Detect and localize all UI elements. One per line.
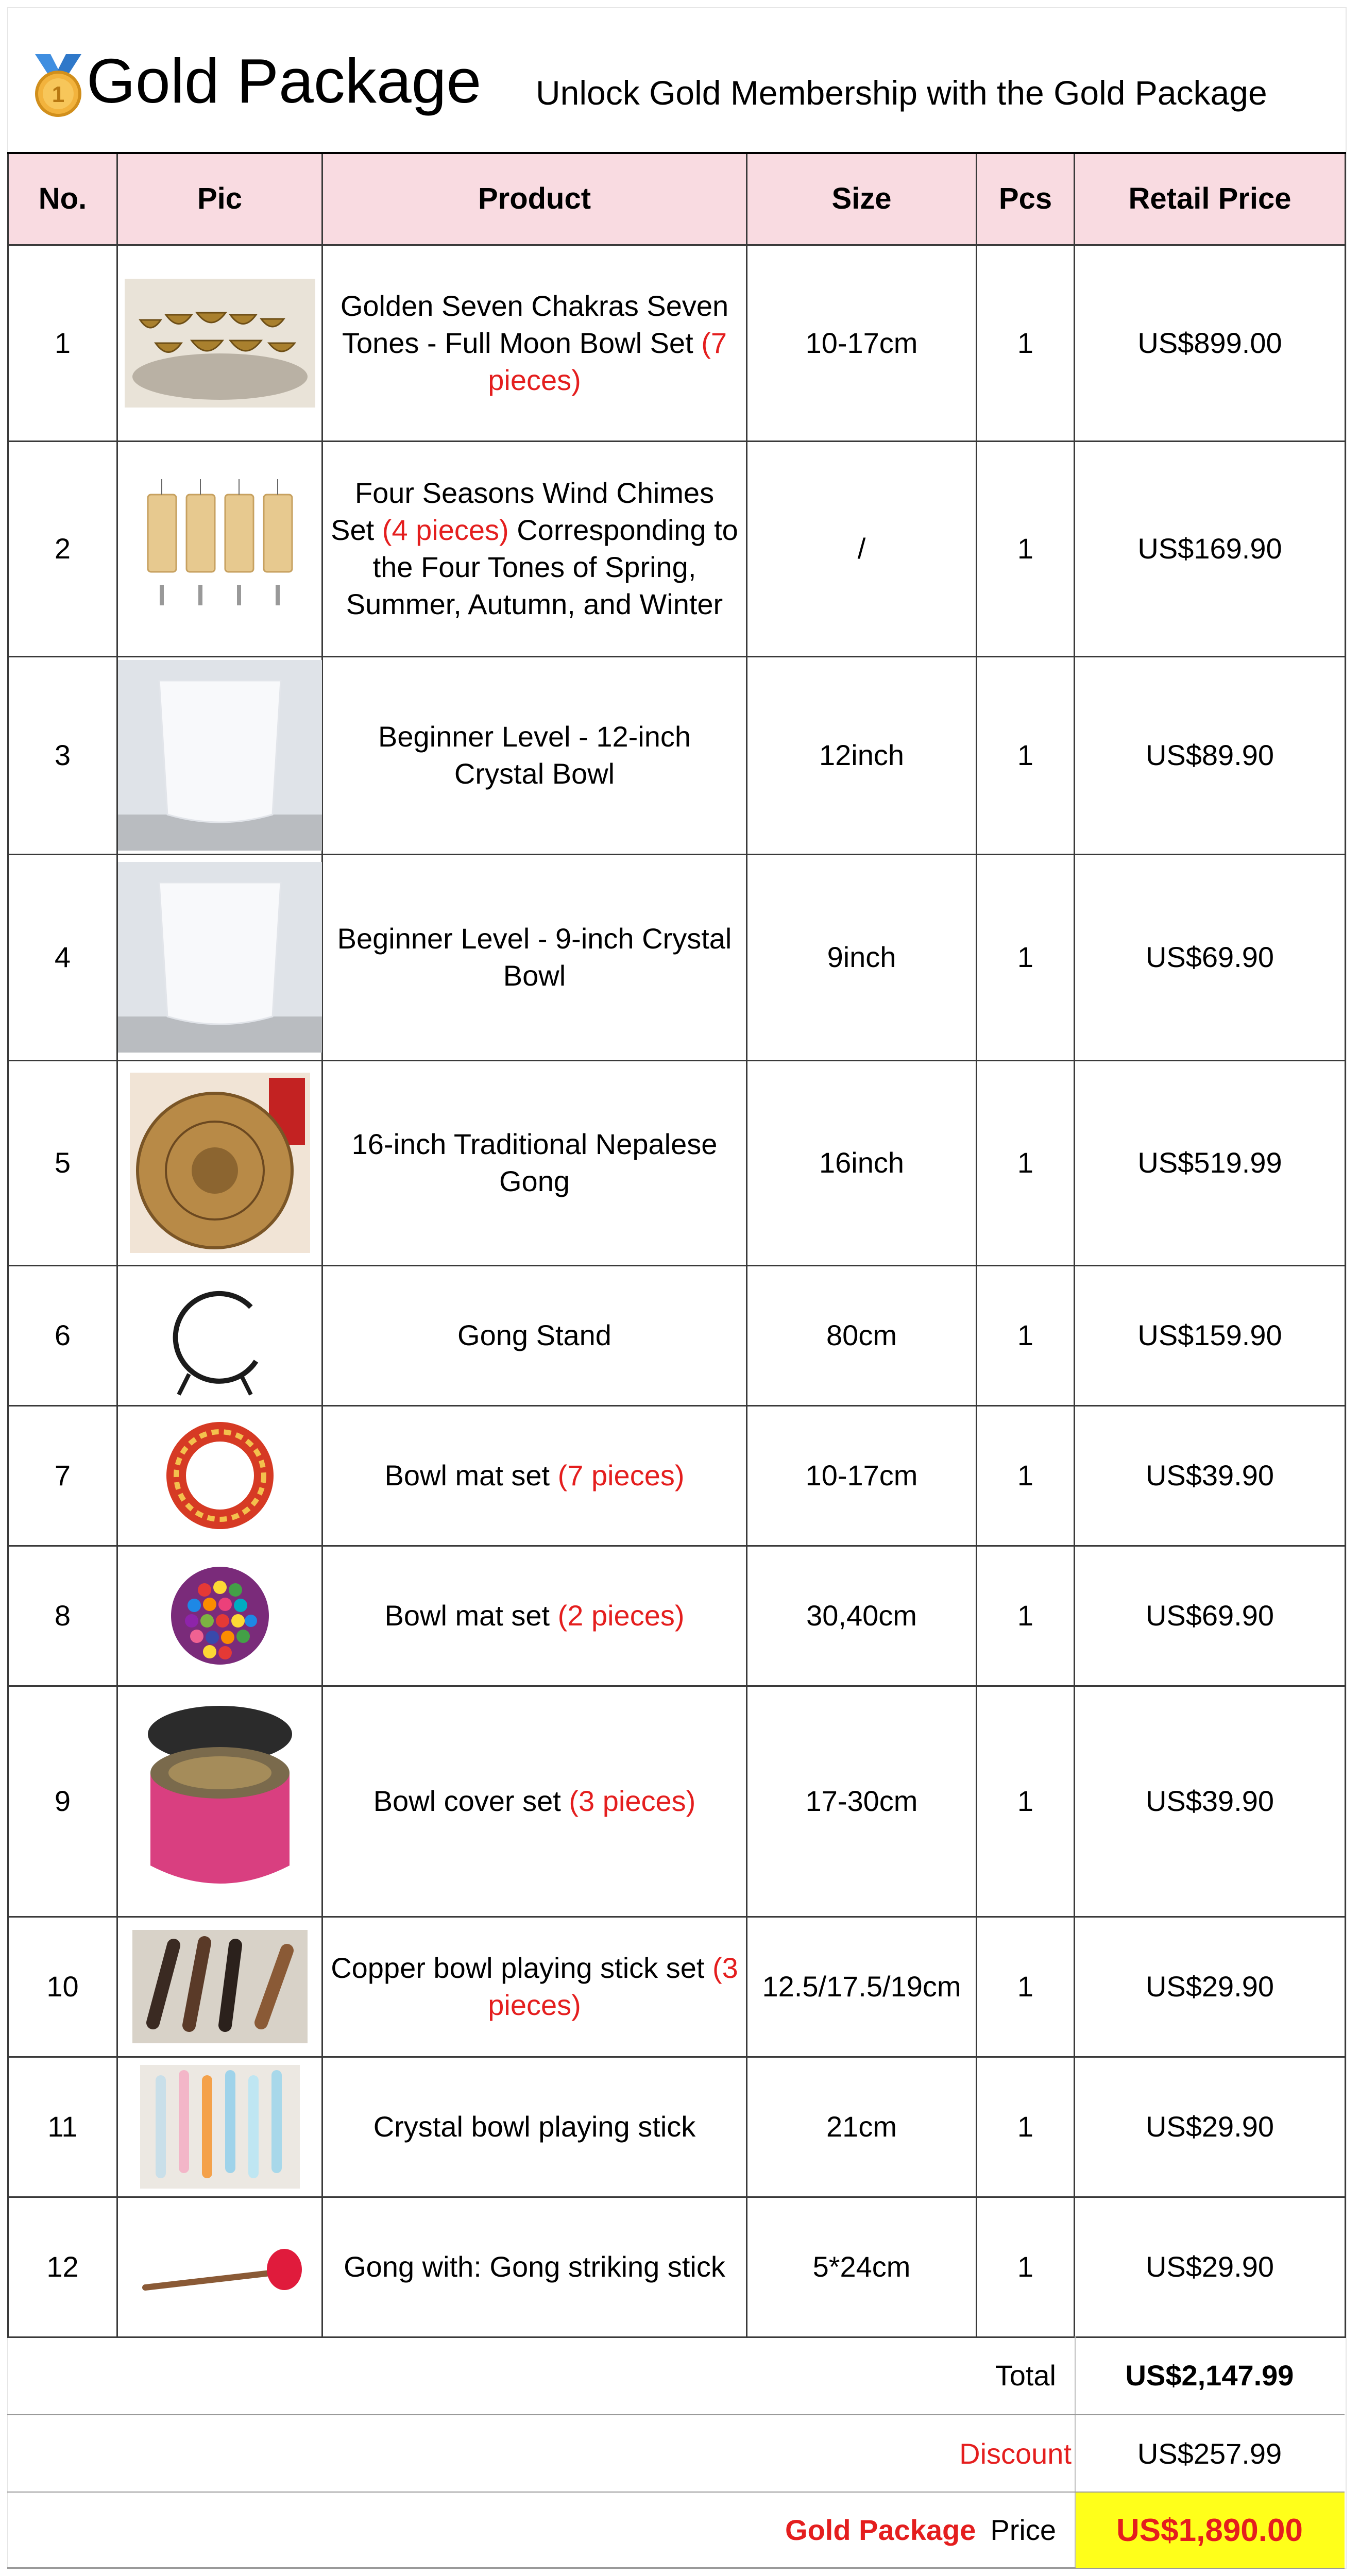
product-name: Gong Stand (322, 1265, 747, 1405)
product-price: US$29.90 (1075, 1917, 1346, 2057)
bowl-mat-ring-icon (163, 1419, 277, 1532)
table-row (8, 1405, 1346, 1546)
product-price: US$29.90 (1075, 2057, 1346, 2197)
row-number: 11 (8, 2057, 117, 2197)
table-row (8, 2197, 1346, 2337)
product-picture (117, 2057, 322, 2197)
product-picture (117, 1060, 322, 1265)
product-size: 12inch (747, 656, 977, 854)
product-pcs: 1 (977, 2197, 1075, 2337)
column-header-pic: Pic (117, 153, 322, 245)
crystal-sticks-icon (140, 2065, 300, 2189)
product-name: Bowl mat set (7 pieces) (322, 1405, 747, 1546)
product-size: 16inch (747, 1060, 977, 1265)
product-picture (117, 245, 322, 441)
gong-stand-icon (148, 1271, 292, 1400)
product-price: US$29.90 (1075, 2197, 1346, 2337)
product-size: / (747, 441, 977, 656)
discount-value: US$257.99 (1137, 2437, 1282, 2470)
pieces-note: (7 pieces) (488, 326, 727, 396)
product-name: Bowl cover set (3 pieces) (322, 1686, 747, 1917)
page-title: Gold Package (87, 46, 482, 116)
product-price: US$899.00 (1075, 245, 1346, 441)
product-name: Crystal bowl playing stick (322, 2057, 747, 2197)
row-number: 9 (8, 1686, 117, 1917)
product-size: 80cm (747, 1265, 977, 1405)
product-picture (117, 1405, 322, 1546)
product-picture (117, 1546, 322, 1686)
product-price: US$159.90 (1075, 1265, 1346, 1405)
column-header-product: Product (322, 153, 747, 245)
product-pcs: 1 (977, 441, 1075, 656)
row-number: 10 (8, 1917, 117, 2057)
column-header-pcs: Pcs (977, 153, 1075, 245)
row-number: 1 (8, 245, 117, 441)
row-number: 4 (8, 854, 117, 1060)
product-size: 10-17cm (747, 1405, 977, 1546)
product-table (7, 152, 1346, 2338)
row-number: 2 (8, 441, 117, 656)
product-size: 12.5/17.5/19cm (747, 1917, 977, 2057)
table-row (8, 656, 1346, 854)
table-header-row (8, 153, 1346, 245)
column-header-retail-price: Retail Price (1075, 153, 1346, 245)
product-picture (117, 854, 322, 1060)
product-price: US$39.90 (1075, 1686, 1346, 1917)
product-name: Beginner Level - 12-inch Crystal Bowl (322, 656, 747, 854)
product-pcs: 1 (977, 1686, 1075, 1917)
wind-chimes-icon (135, 474, 305, 623)
table-row (8, 854, 1346, 1060)
row-number: 3 (8, 656, 117, 854)
copper-sticks-icon (132, 1930, 308, 2043)
product-price: US$519.99 (1075, 1060, 1346, 1265)
row-number: 6 (8, 1265, 117, 1405)
nepalese-gong-icon (130, 1073, 310, 1253)
package-label: Gold Package (785, 2514, 976, 2546)
table-row (8, 1917, 1346, 2057)
pieces-note: (3 pieces) (569, 1785, 696, 1817)
product-pcs: 1 (977, 1917, 1075, 2057)
package-price-row (7, 2493, 1345, 2569)
product-size: 5*24cm (747, 2197, 977, 2337)
product-picture (117, 2197, 322, 2337)
pieces-note: (2 pieces) (557, 1599, 685, 1632)
product-picture (117, 656, 322, 854)
row-number: 5 (8, 1060, 117, 1265)
singing-bowl-set-icon (125, 279, 315, 408)
gold-medal-icon (30, 52, 87, 118)
product-pcs: 1 (977, 854, 1075, 1060)
table-row (8, 245, 1346, 441)
product-name: Beginner Level - 9-inch Crystal Bowl (322, 854, 747, 1060)
pieces-note: (7 pieces) (557, 1459, 685, 1492)
package-price-label (785, 2513, 1056, 2547)
page-subtitle: Unlock Gold Membership with the Gold Package (536, 74, 1267, 112)
product-pcs: 1 (977, 1060, 1075, 1265)
product-size: 9inch (747, 854, 977, 1060)
crystal-bowl-icon (118, 862, 322, 1053)
table-row (8, 441, 1346, 656)
pieces-note: (4 pieces) (382, 514, 509, 546)
gong-mallet-icon (130, 2215, 310, 2318)
table-row (8, 1060, 1346, 1265)
felt-ball-mat-icon (163, 1559, 277, 1672)
product-picture (117, 1686, 322, 1917)
product-name: Four Seasons Wind Chimes Set (4 pieces) Corresponding to the Four Tones of Spring, Summer, Autumn, and Winter (322, 441, 747, 656)
product-name: 16-inch Traditional Nepalese Gong (322, 1060, 747, 1265)
crystal-bowl-icon (118, 660, 322, 851)
product-name: Copper bowl playing stick set (3 pieces) (322, 1917, 747, 2057)
column-header-size: Size (747, 153, 977, 245)
product-name: Bowl mat set (2 pieces) (322, 1546, 747, 1686)
product-pcs: 1 (977, 1265, 1075, 1405)
total-row (7, 2336, 1345, 2415)
product-price: US$169.90 (1075, 441, 1346, 656)
table-row (8, 1546, 1346, 1686)
product-price: US$89.90 (1075, 656, 1346, 854)
row-number: 8 (8, 1546, 117, 1686)
price-summary (7, 2336, 1345, 2576)
pieces-note: (3 pieces) (488, 1952, 738, 2021)
price-label: Price (990, 2514, 1056, 2546)
product-name: Golden Seven Chakras Seven Tones - Full Moon Bowl Set (7 pieces) (322, 245, 747, 441)
product-pcs: 1 (977, 2057, 1075, 2197)
product-pcs: 1 (977, 656, 1075, 854)
package-price-value: US$1,890.00 (1116, 2513, 1303, 2548)
product-size: 17-30cm (747, 1686, 977, 1917)
column-header-no: No. (8, 153, 117, 245)
total-value: US$2,147.99 (1125, 2359, 1294, 2392)
product-price: US$39.90 (1075, 1405, 1346, 1546)
row-number: 12 (8, 2197, 117, 2337)
product-price: US$69.90 (1075, 1546, 1346, 1686)
product-pcs: 1 (977, 1546, 1075, 1686)
page-header (0, 0, 1360, 152)
medal-number: 1 (52, 82, 65, 107)
product-size: 21cm (747, 2057, 977, 2197)
row-number: 7 (8, 1405, 117, 1546)
table-row (8, 2057, 1346, 2197)
discount-label: Discount (959, 2437, 1072, 2470)
total-label: Total (995, 2359, 1056, 2392)
table-row (8, 1686, 1346, 1917)
product-pcs: 1 (977, 1405, 1075, 1546)
discount-row (7, 2415, 1345, 2493)
product-size: 10-17cm (747, 245, 977, 441)
bowl-cover-case-icon (138, 1696, 302, 1907)
product-name: Gong with: Gong striking stick (322, 2197, 747, 2337)
product-picture (117, 1917, 322, 2057)
table-row (8, 1265, 1346, 1405)
product-pcs: 1 (977, 245, 1075, 441)
product-size: 30,40cm (747, 1546, 977, 1686)
product-price: US$69.90 (1075, 854, 1346, 1060)
product-picture (117, 1265, 322, 1405)
product-picture (117, 441, 322, 656)
